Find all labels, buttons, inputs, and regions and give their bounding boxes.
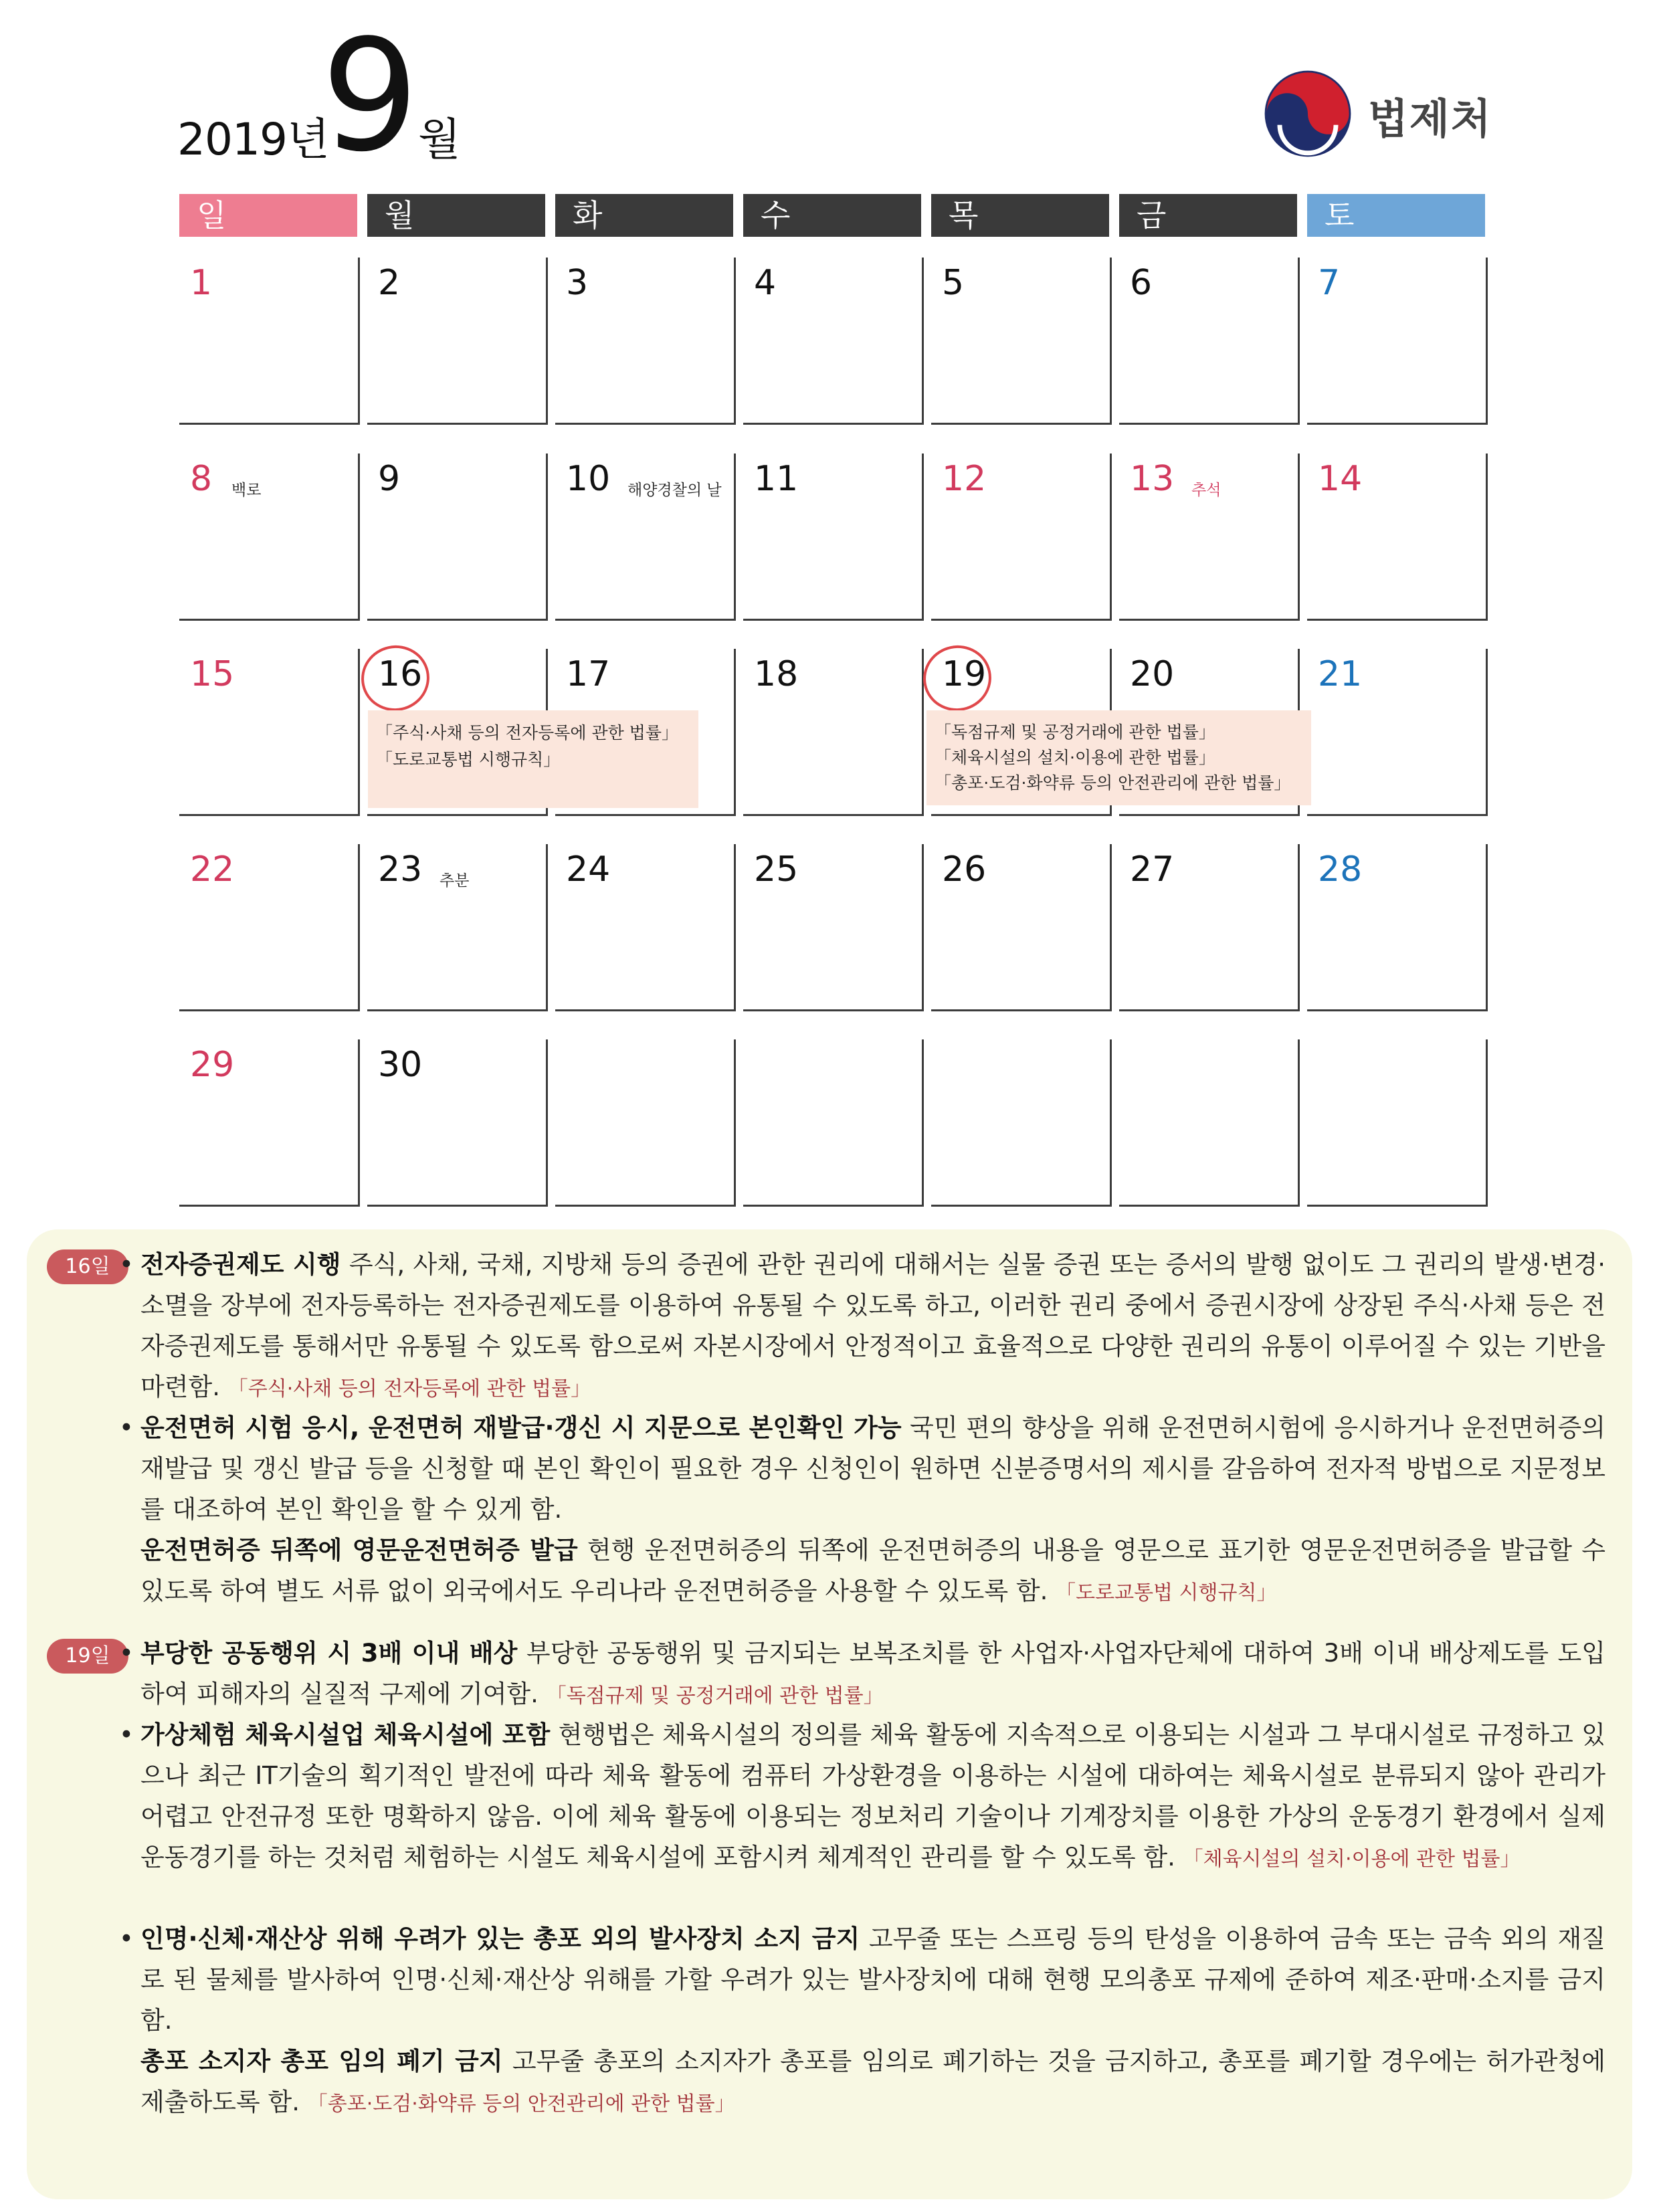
- day-number: 10: [566, 459, 611, 499]
- day-number: 9: [378, 459, 401, 499]
- note-text: 부당한 공동행위 및 금지되는 보복조치를 한 사업자·사업자단체에 대하여 3배 이내 배상제도를 도입하여 피해자의 실질적 구제에 기여함.: [140, 1639, 1605, 1708]
- calendar-day-cell: [179, 844, 360, 1011]
- day-number: 15: [190, 654, 235, 694]
- note-title: 운전면허증 뒤쪽에 영문운전면허증 발급: [140, 1536, 578, 1565]
- moleg-logo-icon: [1261, 67, 1355, 161]
- law-item: 「총포·도검·화약류 등의 안전관리에 관한 법률」: [935, 773, 1291, 793]
- law-box-19: [926, 710, 1311, 805]
- weekday-sat: 토: [1307, 194, 1485, 237]
- day-number: 13: [1130, 459, 1175, 499]
- calendar-day-cell: [179, 649, 360, 816]
- calendar-day-cell: [743, 844, 924, 1011]
- calendar-day-cell: [1119, 1039, 1300, 1207]
- calendar-day-cell: [367, 844, 548, 1011]
- note-text: 국민 편의 향상을 위해 운전면허시험에 응시하거나 운전면허증의 재발급 및 갱신 발급 등을 신청할 때 본인 확인이 필요한 경우 신청인이 원하면 신분증명서의 제시를 갈음하여 전자적 방법으로 지문정보를 대조하여 본인 확인을 할 수 있게 함.: [140, 1413, 1605, 1524]
- note-title: 부당한 공동행위 시 3배 이내 배상: [140, 1639, 518, 1668]
- day-number: 5: [942, 263, 965, 303]
- note-electronic-securities: [119, 1244, 1605, 1409]
- day-number: 30: [378, 1045, 423, 1085]
- calendar-day-cell: [179, 454, 360, 621]
- calendar-day-cell: [555, 258, 736, 425]
- calendar-day-cell: [179, 1039, 360, 1207]
- day-number: 3: [566, 263, 589, 303]
- note-title: 가상체험 체육시설업 체육시설에 포함: [140, 1720, 551, 1749]
- day-number: 28: [1318, 849, 1363, 890]
- day-number: 26: [942, 849, 987, 890]
- day-number: 12: [942, 459, 987, 499]
- note-text: 고무줄 또는 스프링 등의 탄성을 이용하여 금속 또는 금속 외의 재질로 된 물체를 발사하여 인명·신체·재산상 위해를 가할 우려가 있는 발사장치에 대해 현행 모의총포 규제에 준하여 제조·판매·소지를 금지함.: [140, 1924, 1606, 2035]
- note-gun-disposal: [140, 2041, 1605, 2124]
- note-title: 전자증권제도 시행: [140, 1250, 341, 1279]
- day-number: 29: [190, 1045, 235, 1085]
- day-observance: 해양경찰의 날: [627, 482, 722, 499]
- day-number: 27: [1130, 849, 1175, 890]
- calendar-day-cell: [367, 1039, 548, 1207]
- note-title: 총포 소지자 총포 임의 폐기 금지: [140, 2047, 503, 2076]
- note-law: 「도로교통법 시행규칙」: [1056, 1581, 1277, 1605]
- note-law: 「독점규제 및 공정거래에 관한 법률」: [546, 1684, 884, 1708]
- law-item: 「독점규제 및 공정거래에 관한 법률」: [935, 722, 1215, 742]
- note-text: 현행 운전면허증의 뒤쪽에 운전면허증의 내용을 영문으로 표기한 영문운전면허증을 발급할 수 있도록 하여 별도 서류 없이 외국에서도 우리나라 운전면허증을 사용할 수 있도록 함.: [140, 1536, 1605, 1605]
- calendar-day-cell: [1307, 454, 1488, 621]
- calendar-day-cell: [931, 844, 1112, 1011]
- notes-panel: [27, 1229, 1632, 2199]
- calendar-day-cell: [931, 454, 1112, 621]
- law-item: 「도로교통법 시행규칙」: [376, 750, 561, 769]
- day-number: 8: [190, 459, 213, 499]
- note-text: 주식, 사채, 국채, 지방채 등의 증권에 관한 권리에 대해서는 실물 증권 또는 증서의 발행 없이도 그 권리의 발생·변경·소멸을 장부에 전자등록하는 전자증권제도를 이용하여 유통될 수 있도록 하고, 이러한 권리 중에서 증권시장에 상장된 주식·사채 등은 전자증권제도를 통해서만 유통될 수 있도록 함으로써 자본시장에서 안정적이고 효율적으로 다양한 권리의 유통이 이루어질 수 있는 기반을 마련함.: [140, 1250, 1605, 1401]
- note-virtual-sports: [119, 1714, 1605, 1880]
- weekday-sun: 일: [179, 194, 357, 237]
- day-number: 20: [1130, 654, 1175, 694]
- weekday-tue: 화: [555, 194, 733, 237]
- calendar-day-cell: [179, 258, 360, 425]
- weekday-fri: 금: [1119, 194, 1297, 237]
- bullet: •: [119, 1413, 134, 1442]
- note-title: 운전면허 시험 응시, 운전면허 재발급·갱신 시 지문으로 본인확인 가능: [140, 1413, 902, 1442]
- calendar-day-cell: [1307, 649, 1488, 816]
- note-launcher-ban: [119, 1918, 1606, 2041]
- note-law: 「체육시설의 설치·이용에 관한 법률」: [1183, 1847, 1521, 1871]
- bullet: •: [119, 1250, 134, 1279]
- note-text: 고무줄 총포의 소지자가 총포를 임의로 폐기하는 것을 금지하고, 총포를 폐기할 경우에는 허가관청에 제출하도록 함.: [140, 2047, 1605, 2116]
- bullet: •: [119, 1924, 134, 1953]
- calendar-day-cell: [1307, 1039, 1488, 1207]
- note-fingerprint-id: [119, 1407, 1605, 1530]
- day-number: 11: [754, 459, 799, 499]
- month-number: 9: [321, 7, 419, 186]
- note-law: 「총포·도검·화약류 등의 안전관리에 관한 법률」: [307, 2092, 735, 2116]
- calendar-day-cell: [931, 258, 1112, 425]
- law-item: 「체육시설의 설치·이용에 관한 법률」: [935, 748, 1215, 767]
- day-number: 17: [566, 654, 611, 694]
- calendar-day-cell: [1119, 454, 1300, 621]
- day-number: 1: [190, 263, 213, 303]
- weekday-wed: 수: [743, 194, 921, 237]
- day-observance: 백로: [231, 482, 262, 499]
- note-triple-damages: [119, 1633, 1605, 1716]
- day-number: 22: [190, 849, 235, 890]
- calendar-day-cell: [1307, 844, 1488, 1011]
- day-number: 2: [378, 263, 401, 303]
- calendar-day-cell: [743, 1039, 924, 1207]
- bullet: •: [119, 1639, 134, 1668]
- note-english-license: [140, 1530, 1605, 1613]
- note-text: 현행법은 체육시설의 정의를 체육 활동에 지속적으로 이용되는 시설과 그 부대시설로 규정하고 있으나 최근 IT기술의 획기적인 발전에 따라 체육 활동에 컴퓨터 가상환경을 이용하는 시설에 대하여는 체육시설로 분류되지 않아 관리가 어렵고 안전규정 또한 명확하지 않음. 이에 체육 활동에 이용되는 정보처리 기술이나 기계장치를 이용한 가상의 운동경기 환경에서 실제 운동경기를 하는 것처럼 체험하는 시설도 체육시설에 포함시켜 체계적인 관리를 할 수 있도록 함.: [140, 1720, 1605, 1872]
- day-number: 24: [566, 849, 611, 890]
- law-box-16: [368, 710, 698, 808]
- day-number: 16: [378, 654, 423, 694]
- date-badge-16: 16일: [47, 1249, 128, 1284]
- day-number: 6: [1130, 263, 1153, 303]
- day-number: 25: [754, 849, 799, 890]
- calendar-day-cell: [555, 454, 736, 621]
- date-badge-19: 19일: [47, 1639, 128, 1674]
- day-observance: 추분: [440, 872, 470, 890]
- day-number: 7: [1318, 263, 1341, 303]
- org-name: 법제처: [1368, 94, 1492, 143]
- day-number: 18: [754, 654, 799, 694]
- calendar-day-cell: [743, 649, 924, 816]
- calendar-day-cell: [367, 454, 548, 621]
- day-observance: 추석: [1191, 482, 1222, 499]
- calendar-day-cell: [743, 258, 924, 425]
- calendar-day-cell: [367, 258, 548, 425]
- calendar-day-cell: [743, 454, 924, 621]
- calendar-day-cell: [931, 1039, 1112, 1207]
- calendar-day-cell: [555, 844, 736, 1011]
- bullet: •: [119, 1720, 134, 1749]
- law-item: 「주식·사채 등의 전자등록에 관한 법률」: [376, 723, 678, 742]
- month-word: 월: [418, 114, 461, 165]
- day-number: 21: [1318, 654, 1363, 694]
- year-label: 2019년: [177, 114, 329, 165]
- weekday-mon: 월: [367, 194, 545, 237]
- day-number: 19: [942, 654, 987, 694]
- calendar-day-cell: [1119, 844, 1300, 1011]
- note-title: 인명·신체·재산상 위해 우려가 있는 총포 외의 발사장치 소지 금지: [140, 1924, 860, 1953]
- day-number: 14: [1318, 459, 1363, 499]
- weekday-thu: 목: [931, 194, 1109, 237]
- day-number: 23: [378, 849, 423, 890]
- calendar-day-cell: [1307, 258, 1488, 425]
- day-number: 4: [754, 263, 777, 303]
- calendar-day-cell: [555, 1039, 736, 1207]
- calendar-day-cell: [1119, 258, 1300, 425]
- note-law: 「주식·사채 등의 전자등록에 관한 법률」: [227, 1377, 591, 1401]
